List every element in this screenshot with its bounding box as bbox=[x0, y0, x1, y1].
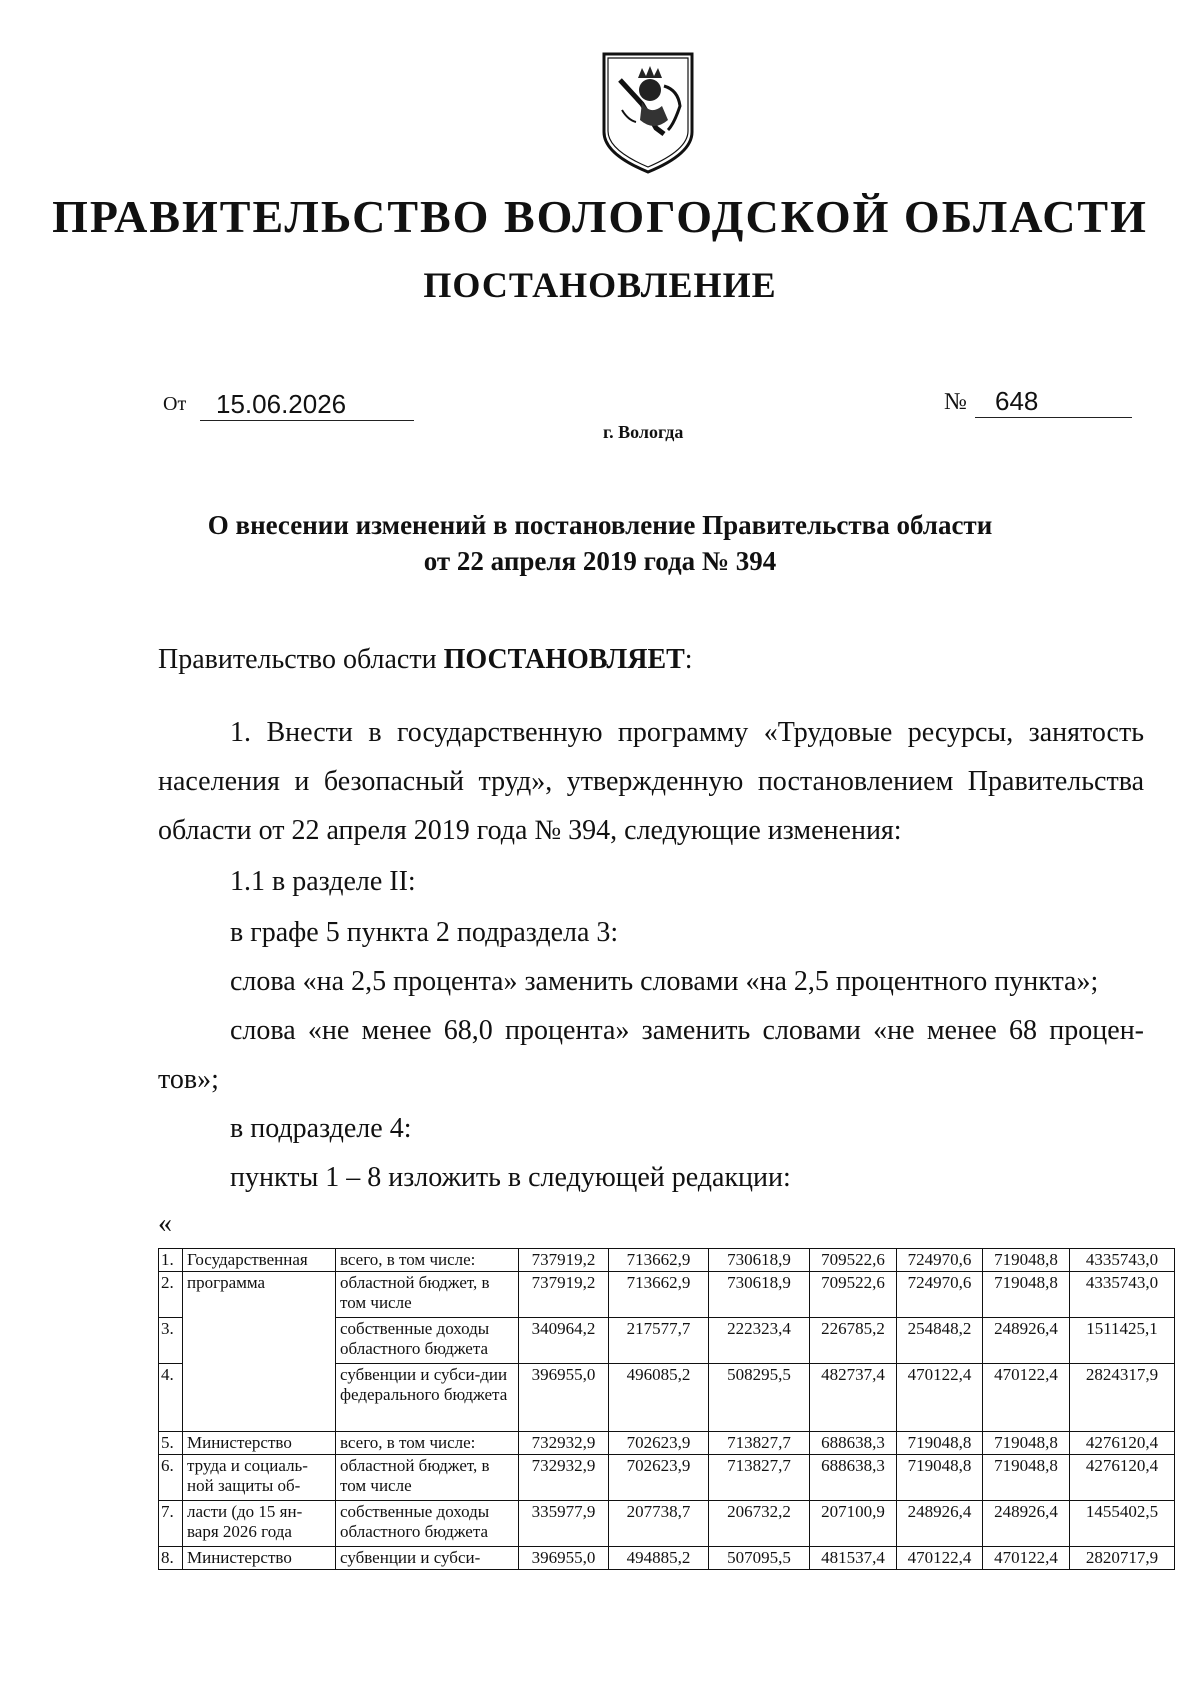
table-row bbox=[159, 1547, 1175, 1570]
date-prefix: От bbox=[163, 393, 187, 415]
value-cell: 254848,2 bbox=[897, 1318, 983, 1364]
funding-source-cell: субвенции и субси- bbox=[336, 1547, 519, 1570]
paragraph-subsection-4: в подразделе 4: bbox=[230, 1113, 412, 1144]
value-cell: 470122,4 bbox=[897, 1364, 983, 1432]
value-cell: 709522,6 bbox=[810, 1272, 897, 1318]
decree-plain: Правительство области bbox=[158, 644, 444, 675]
value-cell: 713827,7 bbox=[709, 1455, 810, 1501]
paragraph-points: пункты 1 – 8 изложить в следующей редакции: bbox=[230, 1162, 791, 1193]
value-cell: 482737,4 bbox=[810, 1364, 897, 1432]
number-sign: № bbox=[944, 389, 967, 415]
value-cell: 396955,0 bbox=[519, 1547, 609, 1570]
quote-open: « bbox=[158, 1208, 172, 1239]
government-title: ПРАВИТЕЛЬСТВО ВОЛОГОДСКОЙ ОБЛАСТИ bbox=[52, 191, 1148, 242]
document-number: 648 bbox=[975, 385, 1132, 418]
value-cell: 688638,3 bbox=[810, 1432, 897, 1455]
document-type: ПОСТАНОВЛЕНИЕ bbox=[423, 265, 777, 305]
value-cell: 507095,5 bbox=[709, 1547, 810, 1570]
decree-line bbox=[158, 644, 693, 676]
table-row bbox=[159, 1455, 1175, 1501]
decree-colon: : bbox=[684, 644, 693, 675]
value-cell: 494885,2 bbox=[609, 1547, 709, 1570]
document-subject bbox=[0, 507, 1200, 579]
value-cell: 470122,4 bbox=[983, 1547, 1070, 1570]
paragraph-replace-2-line-2: тов»; bbox=[158, 1064, 219, 1095]
value-cell: 719048,8 bbox=[897, 1455, 983, 1501]
paragraph-column-5: в графе 5 пункта 2 подраздела 3: bbox=[230, 917, 619, 948]
funding-source-cell: областной бюджет, в том числе bbox=[336, 1455, 519, 1501]
value-cell: 724970,6 bbox=[897, 1249, 983, 1272]
financing-table bbox=[158, 1248, 1175, 1570]
coat-of-arms-emblem bbox=[598, 50, 698, 175]
value-cell: 248926,4 bbox=[983, 1318, 1070, 1364]
paragraph-1-line-1: 1. Внести в государственную программу «Трудовые ресурсы, занятость bbox=[230, 717, 1144, 748]
value-cell: 724970,6 bbox=[897, 1272, 983, 1318]
funding-source-cell: субвенции и субси-дии федерального бюджета bbox=[336, 1364, 519, 1432]
value-cell: 496085,2 bbox=[609, 1364, 709, 1432]
document-city: г. Вологда bbox=[603, 422, 684, 442]
value-cell: 217577,7 bbox=[609, 1318, 709, 1364]
value-cell: 730618,9 bbox=[709, 1249, 810, 1272]
table-row bbox=[159, 1432, 1175, 1455]
value-cell: 1455402,5 bbox=[1070, 1501, 1175, 1547]
value-cell: 470122,4 bbox=[983, 1364, 1070, 1432]
row-number-cell: 8. bbox=[159, 1547, 183, 1570]
row-number-cell: 3. bbox=[159, 1318, 183, 1364]
value-cell: 688638,3 bbox=[810, 1455, 897, 1501]
value-cell: 719048,8 bbox=[983, 1272, 1070, 1318]
value-cell: 226785,2 bbox=[810, 1318, 897, 1364]
row-number-cell: 1. bbox=[159, 1249, 183, 1272]
paragraph-section-ii: 1.1 в разделе II: bbox=[230, 866, 416, 897]
value-cell: 702623,9 bbox=[609, 1432, 709, 1455]
category-cell: Министерство bbox=[183, 1547, 336, 1570]
value-cell: 207100,9 bbox=[810, 1501, 897, 1547]
value-cell: 4335743,0 bbox=[1070, 1272, 1175, 1318]
value-cell: 4335743,0 bbox=[1070, 1249, 1175, 1272]
value-cell: 713827,7 bbox=[709, 1432, 810, 1455]
value-cell: 719048,8 bbox=[983, 1455, 1070, 1501]
value-cell: 732932,9 bbox=[519, 1432, 609, 1455]
value-cell: 396955,0 bbox=[519, 1364, 609, 1432]
value-cell: 1511425,1 bbox=[1070, 1318, 1175, 1364]
value-cell: 207738,7 bbox=[609, 1501, 709, 1547]
decree-bold: ПОСТАНОВЛЯЕТ bbox=[443, 644, 685, 675]
value-cell: 340964,2 bbox=[519, 1318, 609, 1364]
value-cell: 4276120,4 bbox=[1070, 1432, 1175, 1455]
paragraph-replace-1: слова «на 2,5 процента» заменить словами «на 2,5 процентного пункта»; bbox=[230, 966, 1099, 997]
document-date: 15.06.2026 bbox=[200, 388, 414, 421]
category-cell: труда и социаль-ной защиты об- bbox=[183, 1455, 336, 1501]
value-cell: 222323,4 bbox=[709, 1318, 810, 1364]
row-number-cell: 4. bbox=[159, 1364, 183, 1432]
category-cell: программа bbox=[183, 1272, 336, 1432]
value-cell: 737919,2 bbox=[519, 1249, 609, 1272]
value-cell: 709522,6 bbox=[810, 1249, 897, 1272]
value-cell: 508295,5 bbox=[709, 1364, 810, 1432]
table-row bbox=[159, 1249, 1175, 1272]
paragraph-replace-2-line-1: слова «не менее 68,0 процента» заменить словами «не менее 68 процен- bbox=[230, 1015, 1144, 1046]
row-number-cell: 7. bbox=[159, 1501, 183, 1547]
paragraph-1-line-2: населения и безопасный труд», утвержденную постановлением Правительства bbox=[158, 766, 1144, 797]
category-cell: Министерство bbox=[183, 1432, 336, 1455]
subject-line-2: от 22 апреля 2019 года № 394 bbox=[423, 546, 777, 576]
paragraph-1-line-3: области от 22 апреля 2019 года № 394, следующие изменения: bbox=[158, 815, 902, 846]
row-number-cell: 5. bbox=[159, 1432, 183, 1455]
row-number-cell: 6. bbox=[159, 1455, 183, 1501]
category-cell: ласти (до 15 ян-варя 2026 года bbox=[183, 1501, 336, 1547]
table-row bbox=[159, 1501, 1175, 1547]
funding-source-cell: всего, в том числе: bbox=[336, 1249, 519, 1272]
value-cell: 206732,2 bbox=[709, 1501, 810, 1547]
value-cell: 719048,8 bbox=[983, 1249, 1070, 1272]
value-cell: 248926,4 bbox=[897, 1501, 983, 1547]
category-cell: Государственная bbox=[183, 1249, 336, 1272]
value-cell: 2824317,9 bbox=[1070, 1364, 1175, 1432]
row-number-cell: 2. bbox=[159, 1272, 183, 1318]
funding-source-cell: областной бюджет, в том числе bbox=[336, 1272, 519, 1318]
funding-source-cell: собственные доходы областного бюджета bbox=[336, 1318, 519, 1364]
value-cell: 4276120,4 bbox=[1070, 1455, 1175, 1501]
value-cell: 713662,9 bbox=[609, 1272, 709, 1318]
value-cell: 702623,9 bbox=[609, 1455, 709, 1501]
value-cell: 2820717,9 bbox=[1070, 1547, 1175, 1570]
value-cell: 713662,9 bbox=[609, 1249, 709, 1272]
subject-line-1: О внесении изменений в постановление Правительства области bbox=[207, 510, 993, 540]
value-cell: 730618,9 bbox=[709, 1272, 810, 1318]
value-cell: 719048,8 bbox=[983, 1432, 1070, 1455]
value-cell: 737919,2 bbox=[519, 1272, 609, 1318]
value-cell: 719048,8 bbox=[897, 1432, 983, 1455]
value-cell: 732932,9 bbox=[519, 1455, 609, 1501]
funding-source-cell: всего, в том числе: bbox=[336, 1432, 519, 1455]
funding-source-cell: собственные доходы областного бюджета bbox=[336, 1501, 519, 1547]
value-cell: 335977,9 bbox=[519, 1501, 609, 1547]
table-row bbox=[159, 1272, 1175, 1318]
value-cell: 470122,4 bbox=[897, 1547, 983, 1570]
value-cell: 248926,4 bbox=[983, 1501, 1070, 1547]
value-cell: 481537,4 bbox=[810, 1547, 897, 1570]
